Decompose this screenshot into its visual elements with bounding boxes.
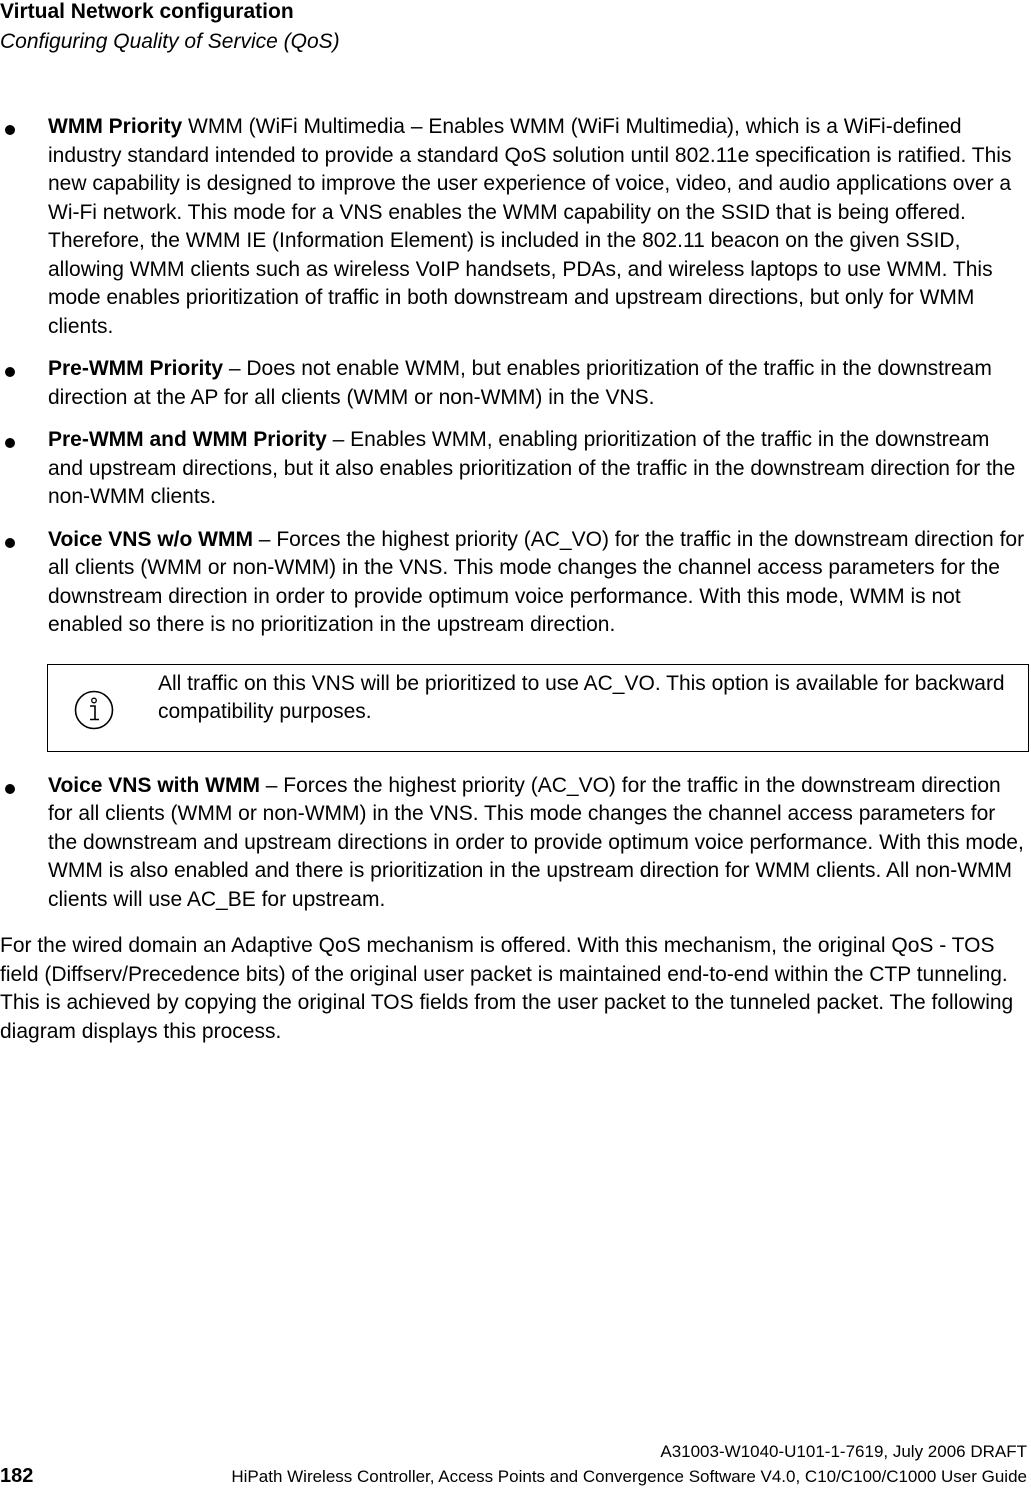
footer-line [0,1465,1027,1488]
bullet-dot-icon [5,784,15,794]
bullet-pre-wmm-and-wmm-priority [0,426,1028,512]
bullet-text [48,426,1028,512]
guide-title: HiPath Wireless Controller, Access Points and Convergence Software V4.0, C10/C100/C1000 User Guide [231,1467,1027,1486]
bullet-description: – Forces the highest priority (AC_VO) for the traffic in the downstream direction for all clients (WMM or non-WMM) in the VNS. This mode changes the channel access parameters for the downstream direction in order to provide optimum voice performance. With this mode, WMM is not enabled so there is no prioritization in the upstream direction. [48,527,1025,636]
bullet-term: WMM Priority [48,115,183,138]
bullet-text [48,355,1028,412]
bullet-description: – Enables WMM, enabling prioritization of the traffic in the downstream and upstream directions, but it also enables prioritization of the traffic in the downstream direction for the non-WMM clients. [48,428,1016,508]
bullet-term: Pre-WMM Priority [48,357,224,380]
page-footer [0,1441,1027,1488]
chapter-title: Virtual Network configuration [0,0,294,23]
bullet-dot-icon [5,538,15,548]
info-icon [74,690,114,730]
note-box [47,664,1029,752]
note-text: All traffic on this VNS will be prioritized to use AC_VO. This option is available for backward compatibility purposes. [158,671,1005,723]
bullet-description: WMM (WiFi Multimedia – Enables WMM (WiFi Multimedia), which is a WiFi-defined industry standard intended to provide a standard QoS solution until 802.11e specification is ratified. This new capability is designed to improve the user experience of voice, video, and audio applications over a Wi-Fi network. This mode for a VNS enables the WMM capability on the SSID that is being offered. Therefore, the WMM IE (Information Element) is included in the 802.11 beacon on the given SSID, allowing WMM clients such as wireless VoIP handsets, PDAs, and wireless laptops to use WMM. This mode enables prioritization of traffic in both downstream and upstream directions, but only for WMM clients. [48,115,1012,338]
bullet-description: – Forces the highest priority (AC_VO) for the traffic in the downstream direction for all clients (WMM or non-WMM) in the VNS. This mode changes the channel access parameters for the downstream and upstream directions in order to provide optimum voice performance. With this mode, WMM is also enabled and there is prioritization in the upstream direction for WMM clients. All non-WMM clients will use AC_BE for upstream. [48,773,1024,911]
body-paragraph: For the wired domain an Adaptive QoS mechanism is offered. With this mechanism, the original QoS - TOS field (Diffserv/Precedence bits) of the original user packet is maintained end-to-end within the CTP tunneling. This is achieved by copying the original TOS fields from the user packet to the tunneled packet. The following diagram displays this process. [0,934,1014,1043]
bullet-term: Voice VNS w/o WMM [48,527,253,551]
bullet-wmm-priority [0,113,1028,341]
page-header [0,0,1031,56]
bullet-dot-icon [5,438,15,448]
bullet-text [48,772,1028,915]
bullet-dot-icon [5,125,15,135]
bullet-description: – Does not enable WMM, but enables prioritization of the traffic in the downstream direction at the AP for all clients (WMM or non-WMM) in the VNS. [48,357,992,409]
document-reference: A31003-W1040-U101-1-7619, July 2006 DRAFT [660,1442,1027,1461]
bullet-term: Voice VNS with WMM [48,773,260,797]
bullet-text [48,113,1028,341]
page-content [0,113,1028,1046]
bullet-pre-wmm-priority [0,355,1028,412]
section-subtitle: Configuring Quality of Service (QoS) [0,30,340,53]
page-number: 182 [0,1465,34,1487]
bullet-dot-icon [5,367,15,377]
bullet-voice-vns-without-wmm [0,526,1028,640]
bullet-term: Pre-WMM and WMM Priority [48,428,327,451]
bullet-voice-vns-with-wmm [0,772,1028,915]
bullet-text [48,526,1028,640]
